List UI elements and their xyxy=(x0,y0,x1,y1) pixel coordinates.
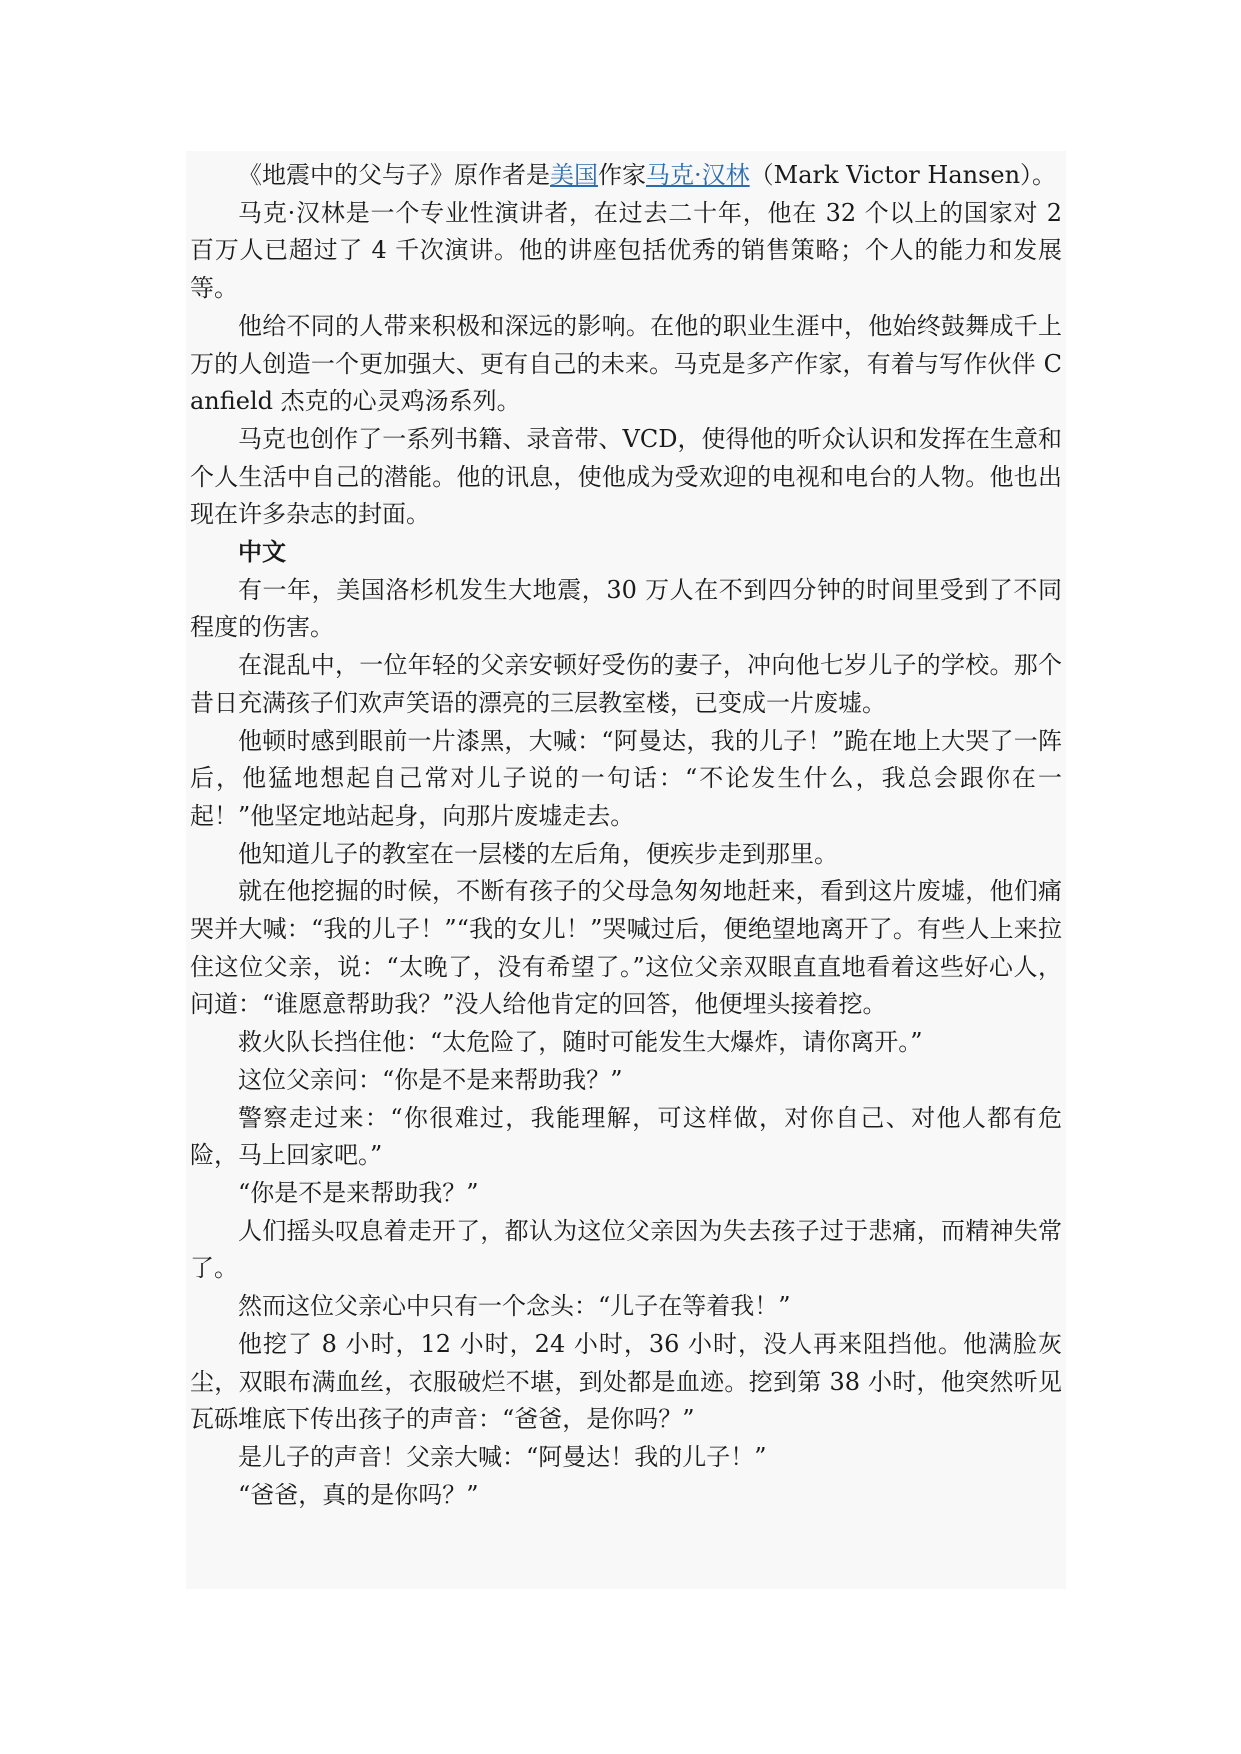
story-paragraph: 在混乱中，一位年轻的父亲安顿好受伤的妻子，冲向他七岁儿子的学校。那个昔日充满孩子们欢声笑语的漂亮的三层教室楼，已变成一片废墟。 xyxy=(190,651,1062,717)
intro-text-mid: 作家 xyxy=(598,161,646,189)
story-paragraph: 他顿时感到眼前一片漆黑，大喊：“阿曼达，我的儿子！”跪在地上大哭了一阵后，他猛地想起自己常对儿子说的一句话：“不论发生什么，我总会跟你在一起！”他坚定地站起身，向那片废墟走去。 xyxy=(190,726,1062,830)
story-paragraph: 这位父亲问：“你是不是来帮助我？” xyxy=(238,1065,623,1094)
story-paragraph: 他挖了 8 小时，12 小时，24 小时，36 小时，没人再来阻挡他。他满脸灰尘，双眼布满血丝，衣服破烂不堪，到处都是血迹。挖到第 38 小时，他突然听见瓦砾堆底下传出孩子的声音：“爸爸，是你吗？” xyxy=(190,1329,1062,1434)
story-paragraph: 是儿子的声音！父亲大喊：“阿曼达！我的儿子！” xyxy=(238,1442,767,1471)
link-usa[interactable]: 美国 xyxy=(550,161,598,189)
story-paragraph: 然而这位父亲心中只有一个念头：“儿子在等着我！” xyxy=(238,1292,791,1321)
intro-paragraph-speaker: 马克·汉林是一个专业性演讲者，在过去二十年，他在 32 个以上的国家对 2 百万人已超过了 4 千次演讲。他的讲座包括优秀的销售策略；个人的能力和发展等。 xyxy=(190,198,1062,303)
intro-text-after: （Mark Victor Hansen）。 xyxy=(749,161,1057,189)
story-paragraph: 救火队长挡住他：“太危险了，随时可能发生大爆炸，请你离开。” xyxy=(238,1028,923,1057)
intro-text-before: 《地震中的父与子》原作者是 xyxy=(238,161,550,189)
story-paragraph: 他知道儿子的教室在一层楼的左后角，便疾步走到那里。 xyxy=(238,839,838,868)
intro-paragraph-works: 马克也创作了一系列书籍、录音带、VCD，使得他的听众认识和发挥在生意和个人生活中自己的潜能。他的讯息，使他成为受欢迎的电视和电台的人物。他也出现在许多杂志的封面。 xyxy=(190,424,1062,529)
story-paragraph: 有一年，美国洛杉机发生大地震，30 万人在不到四分钟的时间里受到了不同程度的伤害。 xyxy=(190,575,1062,642)
story-paragraph: “你是不是来帮助我？” xyxy=(238,1178,479,1207)
section-heading-chinese: 中文 xyxy=(238,538,286,567)
link-mark-hansen[interactable]: 马克·汉林 xyxy=(646,161,750,189)
story-paragraph: 人们摇头叹息着走开了，都认为这位父亲因为失去孩子过于悲痛，而精神失常了。 xyxy=(190,1216,1062,1283)
story-paragraph: “爸爸，真的是你吗？” xyxy=(238,1480,479,1509)
intro-paragraph-author xyxy=(190,157,1062,195)
intro-paragraph-influence: 他给不同的人带来积极和深远的影响。在他的职业生涯中，他始终鼓舞成千上万的人创造一个更加强大、更有自己的未来。马克是多产作家，有着与写作伙伴 Canfield 杰克的心灵鸡汤系列。 xyxy=(190,311,1062,416)
story-paragraph: 就在他挖掘的时候，不断有孩子的父母急匆匆地赶来，看到这片废墟，他们痛哭并大喊：“我的儿子！”“我的女儿！”哭喊过后，便绝望地离开了。有些人上来拉住这位父亲，说：“太晚了，没有希望了。”这位父亲双眼直直地看着这些好心人，问道：“谁愿意帮助我？”没人给他肯定的回答，他便埋头接着挖。 xyxy=(190,877,1062,1019)
document-page xyxy=(186,151,1066,1589)
story-paragraph: 警察走过来：“你很难过，我能理解，可这样做，对你自己、对他人都有危险，马上回家吧。” xyxy=(190,1103,1062,1170)
